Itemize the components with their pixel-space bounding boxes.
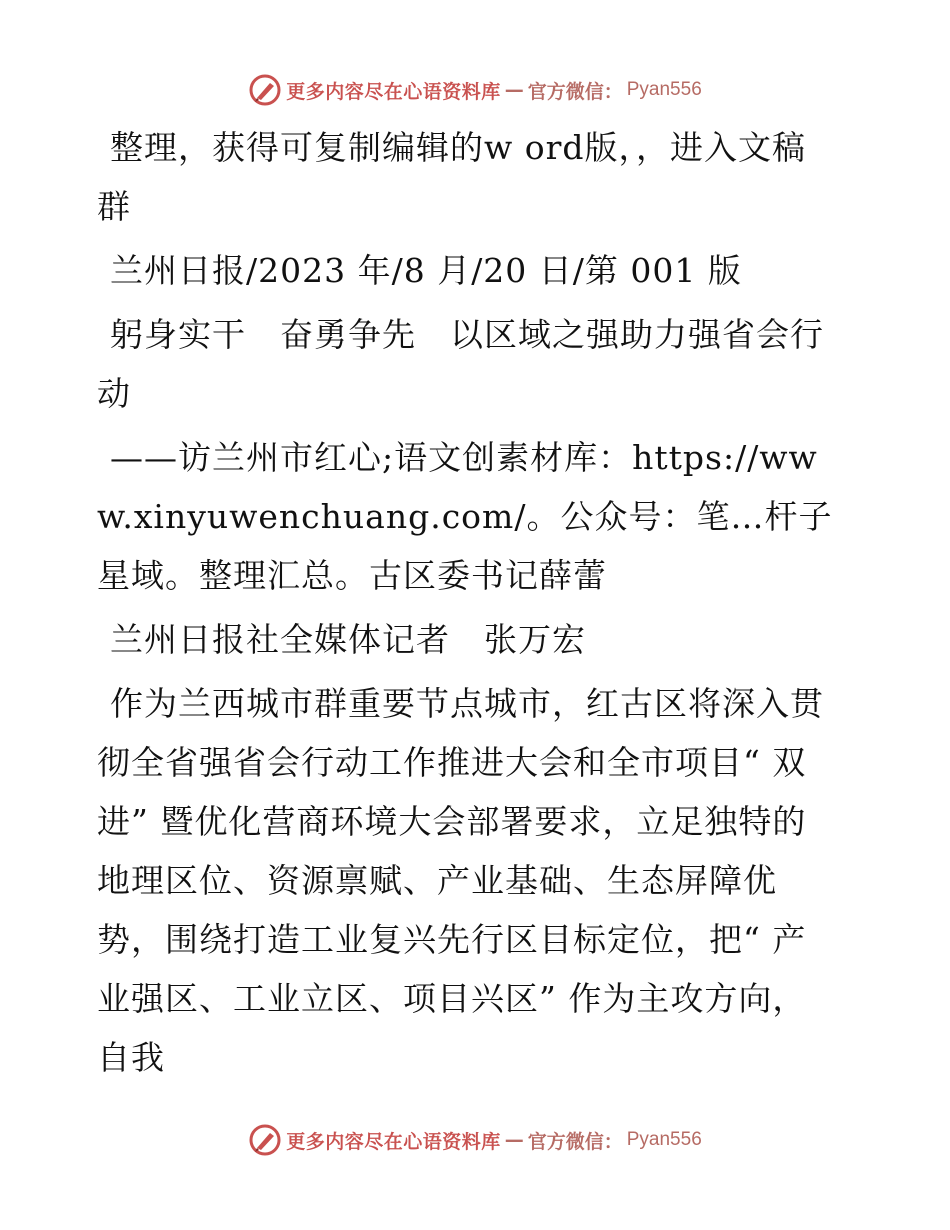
banner-dash: — bbox=[504, 1129, 524, 1151]
banner-dash: — bbox=[504, 79, 524, 101]
article-subheadline: ——访兰州市红心;语文创素材库：https://www.xinyuwenchuang.com/。公众号：笔…杆子星域。整理汇总。古区委书记薛蕾 bbox=[97, 438, 833, 595]
pen-logo-icon bbox=[248, 73, 282, 107]
footer-banner bbox=[0, 1120, 950, 1160]
article-byline: 兰州日报社全媒体记者 张万宏 bbox=[110, 620, 586, 659]
banner-wechat-label: 官方微信： bbox=[527, 1130, 623, 1153]
article-headline: 躬身实干 奋勇争先 以区域之强助力强省会行动 bbox=[97, 315, 824, 413]
paragraph-source-line: 兰州日报/2023 年/8 月/20 日/第 001 版 bbox=[110, 251, 742, 290]
banner-wechat-id: Pyan556 bbox=[626, 79, 702, 100]
paragraph-intro-note: 整理，获得可复制编辑的w ord版，，进入文稿群 bbox=[97, 128, 807, 226]
pen-logo-icon bbox=[248, 1123, 282, 1157]
article-paragraph: 作为兰西城市群重要节点城市，红古区将深入贯彻全省强省会行动工作推进大会和全市项目“ 双进” 暨优化营商环境大会部署要求，立足独特的地理区位、资源禀赋、产业基础、生态屏障优势，围绕打造工业复兴先行区目标定位，把“ 产业强区、工业立区、项目兴区” 作为主攻方向，自我 bbox=[97, 684, 824, 1077]
banner-wechat-id: Pyan556 bbox=[626, 1129, 702, 1150]
document-body bbox=[97, 118, 837, 1092]
banner-wechat-label: 官方微信： bbox=[527, 80, 623, 103]
banner-main-text: 更多内容尽在心语资料库 bbox=[286, 80, 501, 103]
header-banner bbox=[0, 70, 950, 110]
banner-main-text: 更多内容尽在心语资料库 bbox=[286, 1130, 501, 1153]
